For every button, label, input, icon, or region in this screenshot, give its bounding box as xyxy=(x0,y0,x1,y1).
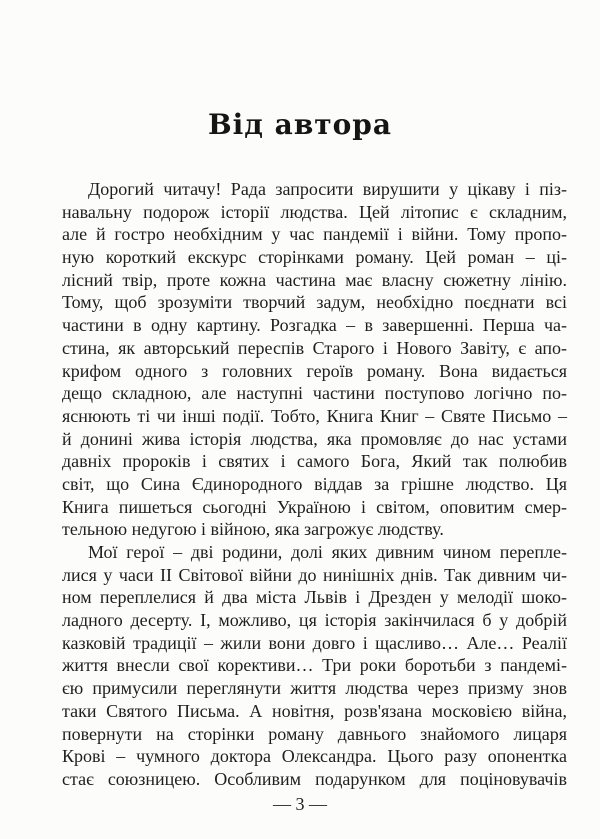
text-line: Тому, щоб зрозуміти творчий задум, необхідно поєднати всі xyxy=(62,292,567,313)
body-text xyxy=(62,178,567,791)
paragraph xyxy=(62,541,567,791)
paragraph xyxy=(62,178,567,541)
text-line: Дорогий читачу! Рада запросити вирушити у цікаву і піз- xyxy=(88,179,567,199)
text-line: тельною недугою і війною, яка загрожує людству. xyxy=(62,519,444,540)
text-line: ладного десерту. І, можливо, ця історія закінчилася б у добрій xyxy=(62,610,567,631)
text-line: крифом одного з головних героїв роману. Вона видається xyxy=(62,360,567,381)
text-line: лісний твір, проте кожна частина має власну сюжетну лінію. xyxy=(62,269,567,290)
text-line: й донині жива історія людства, яка промовляє до нас устами xyxy=(62,428,567,449)
text-line: єю примусили переглянути життя людства через призму знов xyxy=(62,678,567,699)
text-line: дещо складною, але наступні частини поступово логічно по- xyxy=(62,383,567,404)
text-line: повернути на сторінки роману давнього знайомого лицаря xyxy=(62,723,567,744)
text-line: Крові – чумного доктора Олександра. Цього разу опонентка xyxy=(62,746,567,767)
text-line: Книга пишеться сьогодні Україною і світом, оповитим смер- xyxy=(62,496,567,517)
text-line: давніх пророків і святих і самого Бога, Який так полюбив xyxy=(62,451,567,472)
text-line: яснюють ті чи інші події. Тобто, Книга Книг – Святе Письмо – xyxy=(62,405,567,426)
text-line: лися у часи ІІ Світової війни до нинішніх днів. Так дивним чи- xyxy=(62,564,567,585)
text-line: ную короткий екскурс сторінками роману. Цей роман – ці- xyxy=(62,247,567,268)
text-line: життя внесли свої корективи… Три роки боротьби з пандемі- xyxy=(62,655,567,676)
text-line: стина, як авторський переспів Старого і Нового Завіту, є апо- xyxy=(62,337,567,358)
text-line: частини в одну картину. Розгадка – в завершенні. Перша ча- xyxy=(62,315,567,336)
text-line: стає союзницею. Особливим подарунком для поціновувачів xyxy=(62,768,567,789)
text-line: казковій традиції – жили вони довго і щасливо… Але… Реалії xyxy=(62,632,567,653)
text-line: навальну подорож історії людства. Цей літопис є складним, xyxy=(62,201,567,222)
page-title: Від автора xyxy=(207,108,393,141)
page-number: — 3 — xyxy=(273,794,327,814)
text-line: таки Святого Письма. А новітня, розв'язана московією війна, xyxy=(62,700,567,721)
text-line: ном переплелися й два міста Львів і Дрезден у мелодії шоко- xyxy=(62,587,567,608)
text-line: але й гостро необхідним у час пандемії і війни. Тому пропо- xyxy=(62,224,567,245)
text-line: світ, що Сина Єдинородного віддав за грішне людство. Ця xyxy=(62,473,567,494)
text-line: Мої герої – дві родини, долі яких дивним чином перепле- xyxy=(88,542,567,562)
